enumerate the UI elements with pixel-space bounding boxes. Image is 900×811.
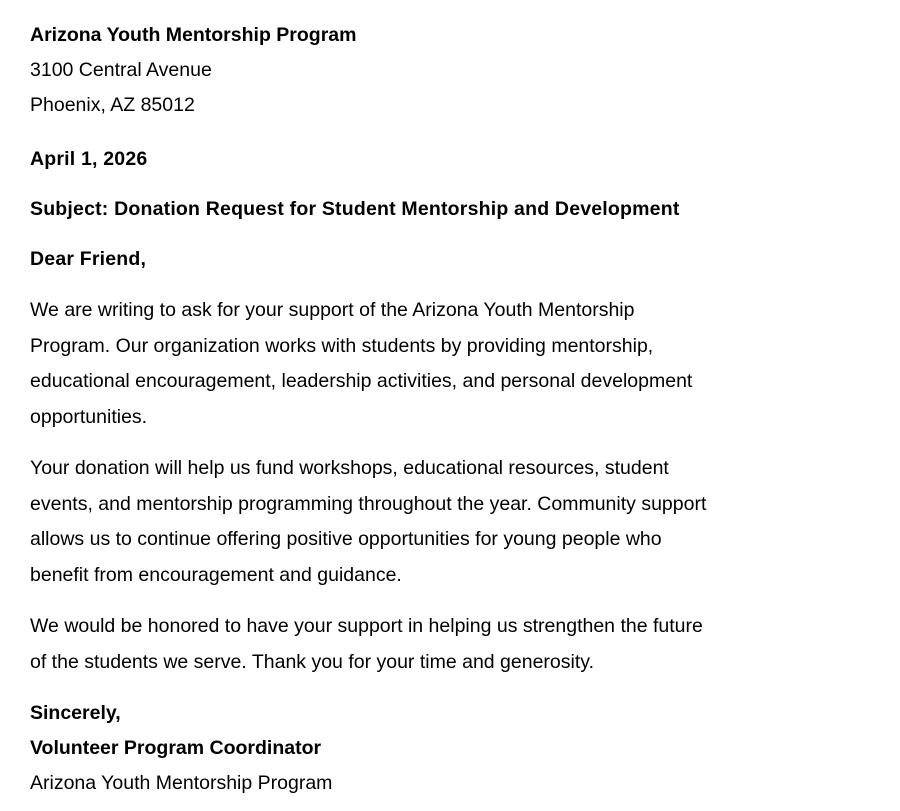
letter-subject-line: Subject: Donation Request for Student Mentorship and Development: [30, 198, 680, 220]
letterhead-street-address: 3100 Central Avenue: [30, 59, 212, 81]
paragraph-3-line-1: We would be honored to have your support in helping us strengthen the future: [30, 615, 703, 637]
closing-signer-organization: Arizona Youth Mentorship Program: [30, 772, 333, 794]
closing-valediction: Sincerely,: [30, 702, 121, 724]
paragraph-2-line-4: benefit from encouragement and guidance.: [30, 563, 402, 586]
letter-paragraph-2: [30, 451, 842, 593]
letter-paragraph-3: [30, 609, 842, 680]
letter-body: [30, 18, 842, 801]
paragraph-1-line-3: educational encouragement, leadership activities, and personal development: [30, 370, 693, 392]
letterhead-city-state-zip: Phoenix, AZ 85012: [30, 94, 195, 116]
letterhead-organization-name: Arizona Youth Mentorship Program: [30, 24, 357, 46]
paragraph-2-line-2: events, and mentorship programming throughout the year. Community support: [30, 492, 707, 515]
paragraph-1-line-2: Program. Our organization works with students by providing mentorship,: [30, 334, 654, 357]
letterhead-block: [30, 18, 842, 123]
paragraph-1-line-4: opportunities.: [30, 405, 148, 428]
letter-date: April 1, 2026: [30, 148, 148, 170]
paragraph-1-line-1: We are writing to ask for your support of the Arizona Youth Mentorship: [30, 299, 635, 321]
letter-salutation: Dear Friend,: [30, 248, 147, 270]
paragraph-3-line-2: of the students we serve. Thank you for your time and generosity.: [30, 650, 594, 673]
letter-paragraph-1: [30, 293, 842, 435]
paragraph-2-line-1: Your donation will help us fund workshops, educational resources, student: [30, 457, 669, 479]
closing-signer-title: Volunteer Program Coordinator: [30, 737, 322, 759]
paragraph-2-line-3: allows us to continue offering positive opportunities for young people who: [30, 528, 662, 550]
letter-closing-block: [30, 696, 842, 801]
